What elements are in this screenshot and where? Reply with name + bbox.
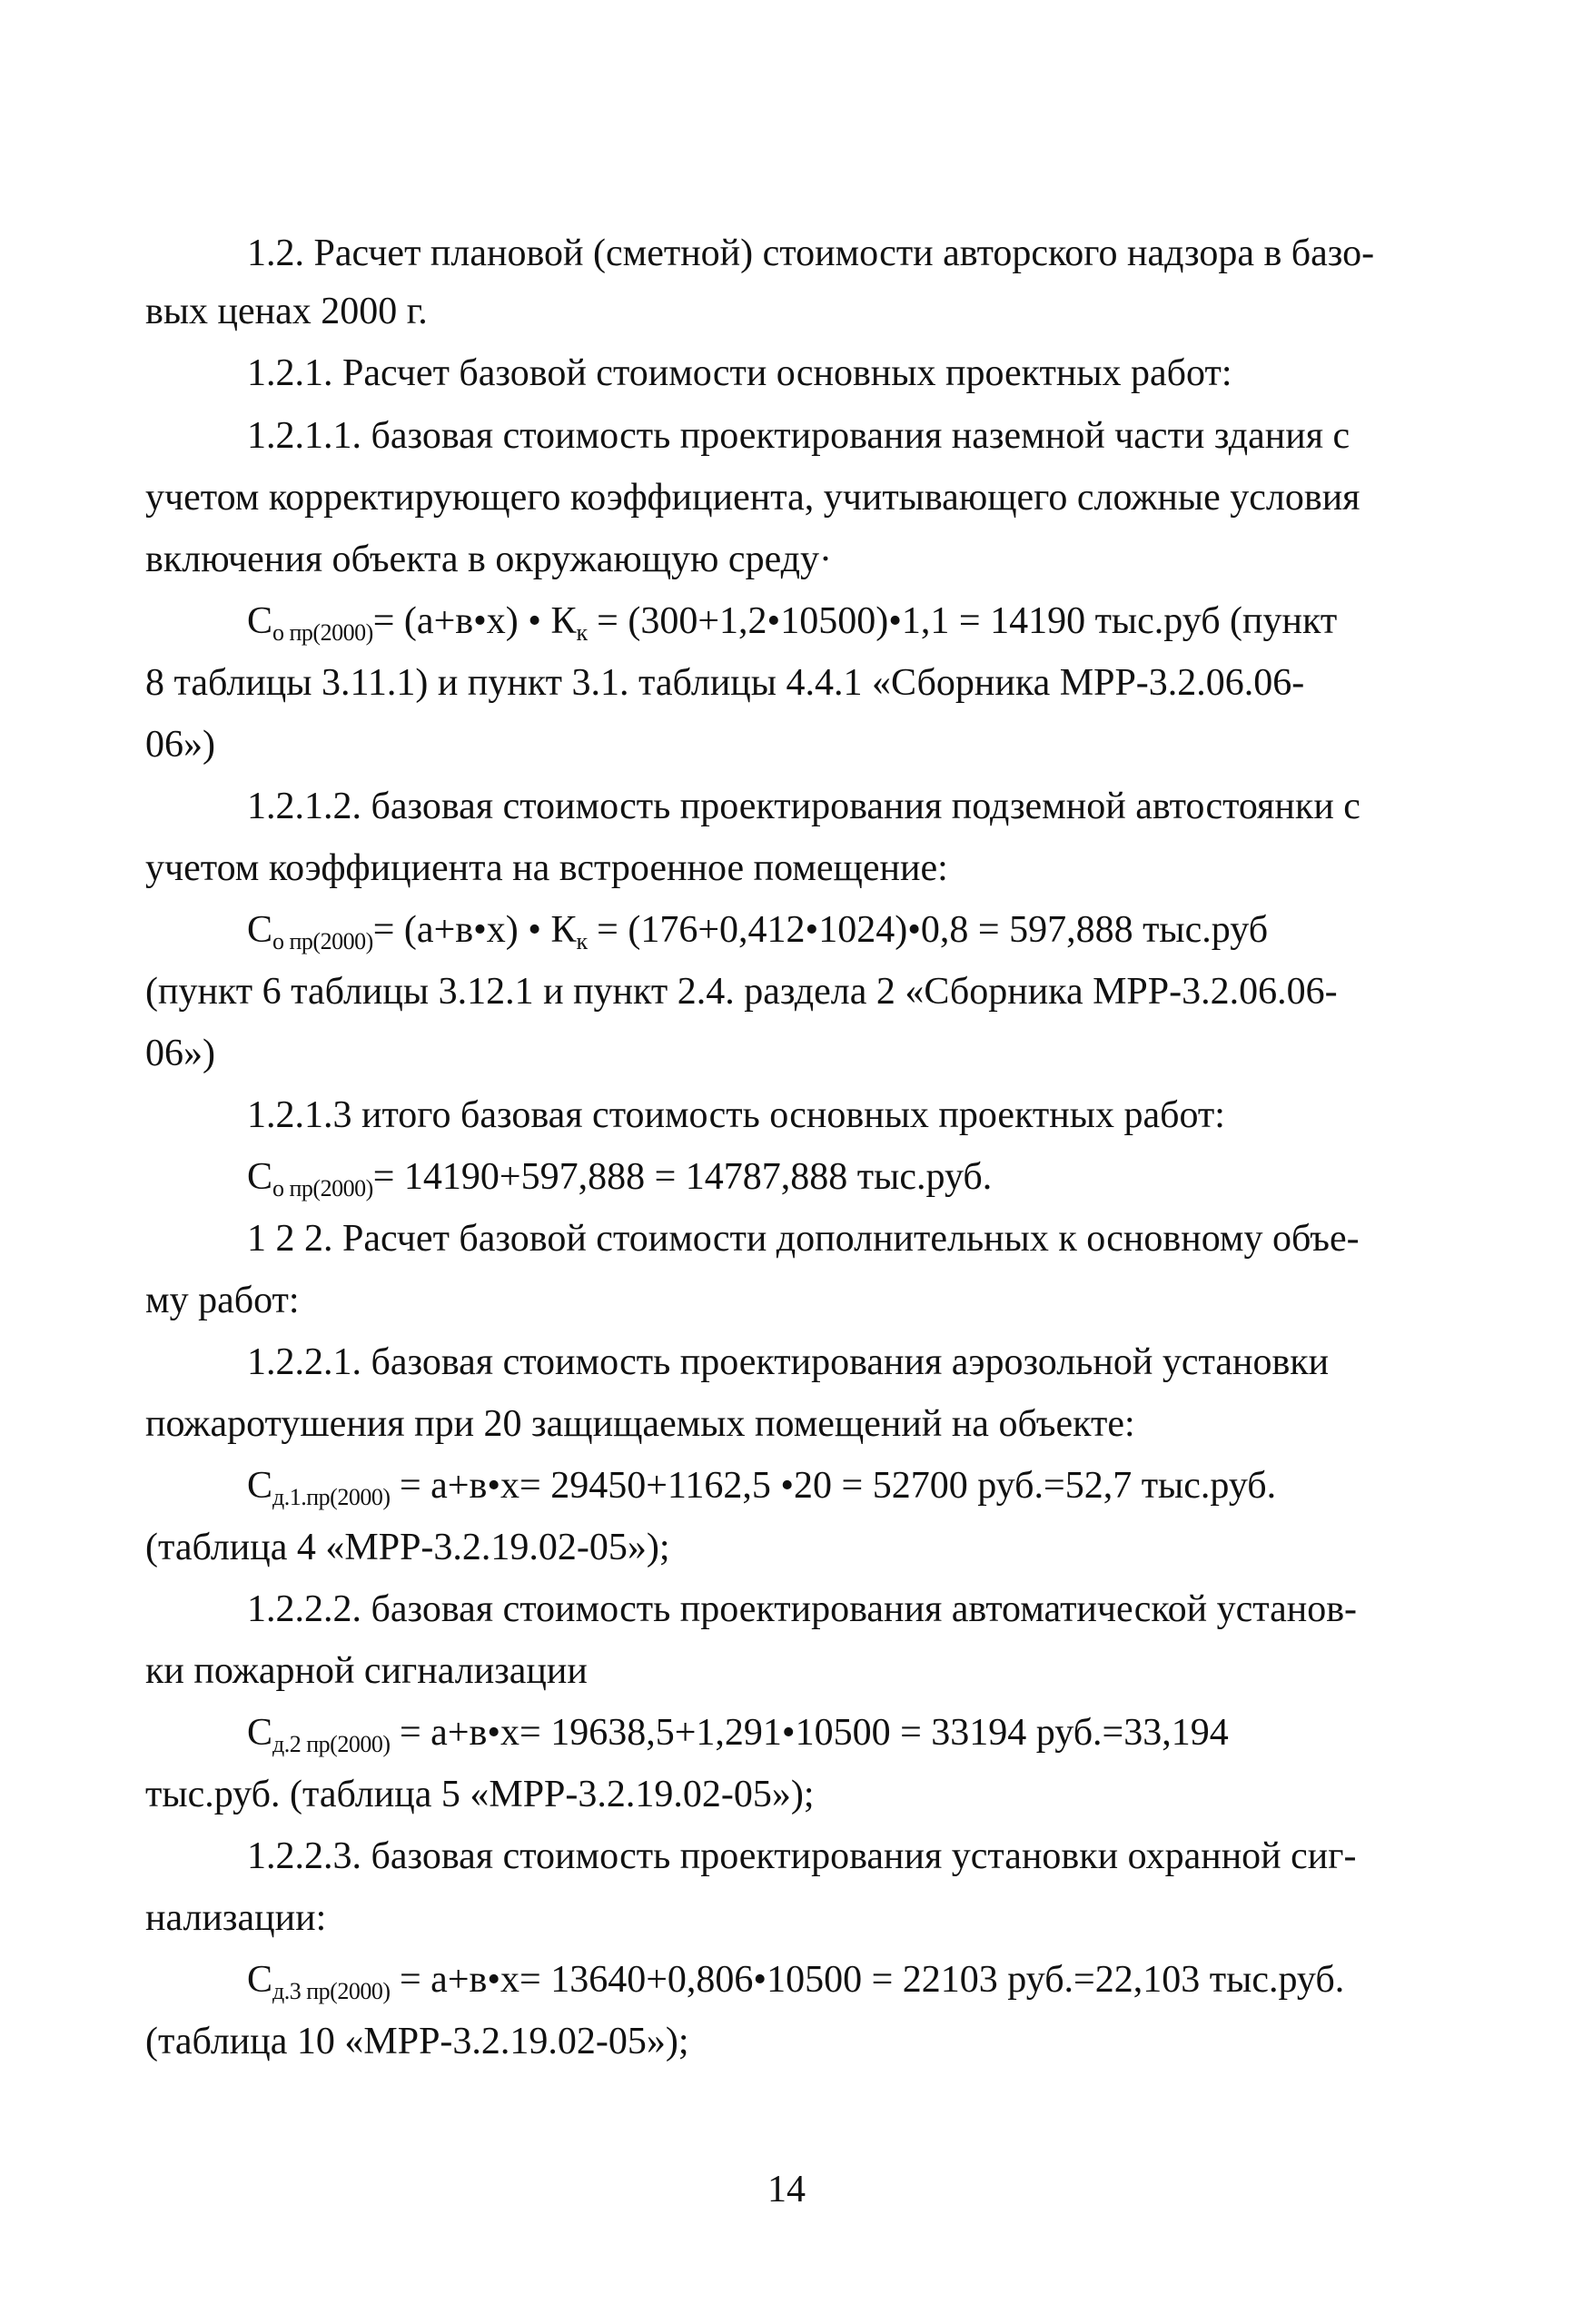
section-1-2-2-line-2: му работ: — [145, 1280, 300, 1321]
formula-2-line-2: (пункт 6 таблицы 3.12.1 и пункт 2.4. раздела 2 «Сборника МРР-3.2.06.06- — [145, 971, 1338, 1013]
item-1-2-2-1-line-1: 1.2.2.1. базовая стоимость проектирования аэрозольной установки — [247, 1341, 1330, 1383]
item-1-2-1-1-line-1: 1.2.1.1. базовая стоимость проектирования наземной части здания с — [247, 415, 1350, 457]
formula-4-line-2: (таблица 4 «МРР-3.2.19.02-05»); — [145, 1527, 670, 1568]
section-1-2-line-1: 1.2. Расчет плановой (сметной) стоимости авторского надзора в базо- — [247, 232, 1375, 274]
item-1-2-1-1-line-3: включения объекта в окружающую среду· — [145, 539, 833, 580]
formula-5-line-1: $C_{д.2 пр(2000)}$ = а+в•х= 19638,5+1,291•10500 = 33194 руб.=33,194 — [247, 1712, 1229, 1757]
item-1-2-1-1-line-2: учетом корректирующего коэффициента, учитывающего сложные условия — [145, 477, 1360, 519]
formula-2-line-1: $C_{о пр(2000)}=$ (а+в•х) • $К_к$ = (176+0,412•1024)•0,8 = 597,888 тыс.руб — [247, 909, 1269, 954]
item-1-2-2-1-line-2: пожаротушения при 20 защищаемых помещений на объекте: — [145, 1403, 1135, 1445]
formula-4-line-1: $C_{д.1.пр(2000)}$ = а+в•х= 29450+1162,5 •20 = 52700 руб.=52,7 тыс.руб. — [247, 1465, 1277, 1510]
item-1-2-2-2-line-1: 1.2.2.2. базовая стоимость проектирования автоматической установ- — [247, 1588, 1358, 1630]
formula-6-line-2: (таблица 10 «МРР-3.2.19.02-05»); — [145, 2021, 689, 2062]
formula-6-line-1: $C_{д.3 пр(2000)}$ = а+в•х= 13640+0,806•10500 = 22103 руб.=22,103 тыс.руб. — [247, 1959, 1345, 2004]
formula-1-line-2: 8 таблицы 3.11.1) и пункт 3.1. таблицы 4.4.1 «Сборника МРР-3.2.06.06- — [145, 662, 1305, 704]
section-1-2-line-2: вых ценах 2000 г. — [145, 291, 428, 332]
page-number: 14 — [767, 2169, 806, 2210]
formula-5-line-2: тыс.руб. (таблица 5 «МРР-3.2.19.02-05»); — [145, 1774, 815, 1815]
formula-2-line-3: 06») — [145, 1033, 215, 1074]
item-1-2-2-3-line-2: нализации: — [145, 1897, 327, 1939]
section-1-2-1: 1.2.1. Расчет базовой стоимости основных проектных работ: — [247, 352, 1232, 394]
item-1-2-1-3: 1.2.1.3 итого базовая стоимость основных проектных работ: — [247, 1094, 1225, 1136]
formula-3: $C_{о пр(2000)}= 14190+597,888 = 14787,888$ тыс.руб. — [247, 1156, 993, 1202]
section-1-2-2-line-1: 1 2 2. Расчет базовой стоимости дополнительных к основному объе- — [247, 1218, 1360, 1260]
item-1-2-2-3-line-1: 1.2.2.3. базовая стоимость проектирования установки охранной сиг- — [247, 1835, 1357, 1877]
item-1-2-1-2-line-2: учетом коэффициента на встроенное помещение: — [145, 847, 948, 889]
formula-1-line-1: $C_{о пр(2000)}=$ (а+в•х) • $К_к$ = (300+1,2•10500)•1,1 = 14190 тыс.руб (пункт — [247, 600, 1338, 646]
formula-1-line-3: 06») — [145, 724, 215, 766]
item-1-2-2-2-line-2: ки пожарной сигнализации — [145, 1650, 588, 1692]
item-1-2-1-2-line-1: 1.2.1.2. базовая стоимость проектирования подземной автостоянки с — [247, 786, 1360, 827]
